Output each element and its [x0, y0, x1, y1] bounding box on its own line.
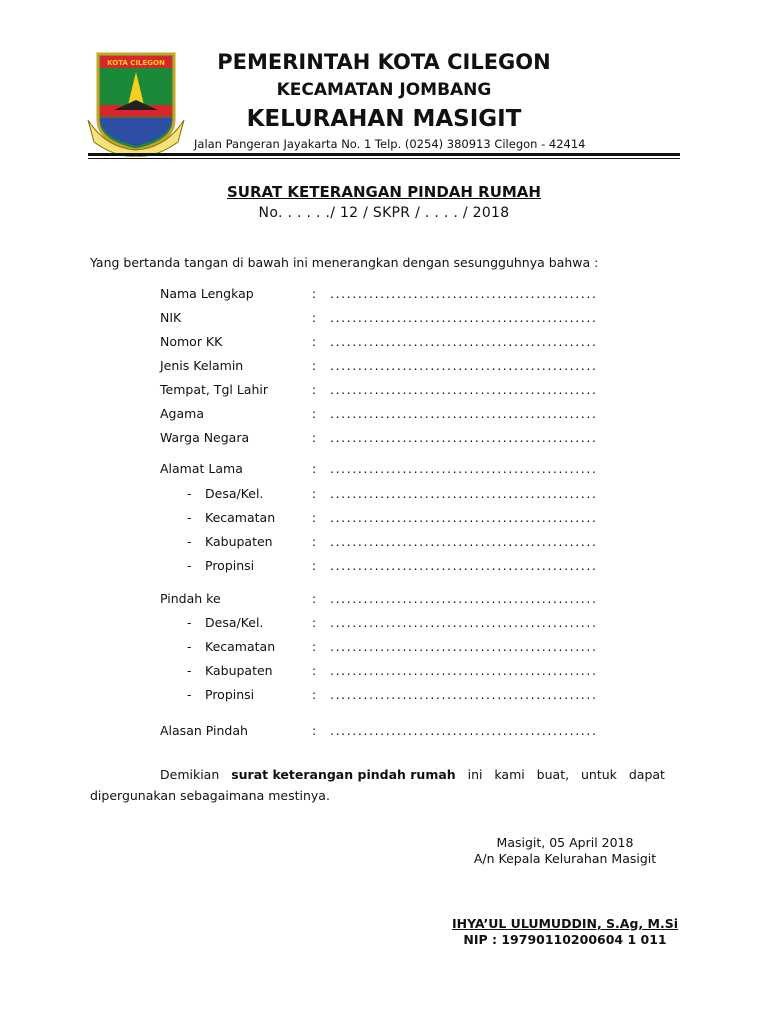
subfield-row: [0, 486, 768, 506]
colon: :: [312, 406, 317, 421]
subfield-label: Kecamatan: [205, 639, 276, 654]
field-label: Nomor KK: [160, 334, 223, 349]
closing-paragraph-line1: [160, 767, 665, 782]
closing-word: Demikian: [160, 767, 220, 782]
field-row: [0, 286, 768, 306]
colon: :: [312, 286, 317, 301]
colon: :: [312, 382, 317, 397]
colon: :: [312, 430, 317, 445]
colon: :: [312, 461, 317, 476]
field-label: NIK: [160, 310, 182, 325]
blank-line: ................................................: [330, 663, 598, 678]
subfield-row: [0, 534, 768, 554]
subfield-label: Kecamatan: [205, 510, 276, 525]
subfield-row: [0, 510, 768, 530]
closing-word: kami: [494, 767, 525, 782]
colon: :: [312, 486, 317, 501]
field-label: Pindah ke: [160, 591, 221, 606]
blank-line: ................................................: [330, 430, 598, 445]
closing-bold-phrase: surat keterangan pindah rumah: [231, 767, 456, 782]
field-label: Agama: [160, 406, 204, 421]
signatory-name: IHYA’UL ULUMUDDIN, S.Ag, M.Si: [451, 916, 679, 931]
dash: -: [187, 663, 192, 678]
colon: :: [312, 639, 317, 654]
signatory-title: A/n Kepala Kelurahan Masigit: [473, 851, 657, 866]
dash: -: [187, 558, 192, 573]
colon: :: [312, 591, 317, 606]
header-government: PEMERINTAH KOTA CILEGON: [217, 50, 551, 74]
kota-cilegon-emblem: [86, 50, 186, 158]
field-label: Tempat, Tgl Lahir: [160, 382, 268, 397]
field-label: Jenis Kelamin: [160, 358, 244, 373]
field-row: [0, 382, 768, 402]
field-row: [0, 723, 768, 743]
field-row: [0, 591, 768, 611]
subfield-row: [0, 663, 768, 683]
header-rule-thin: [88, 158, 680, 159]
blank-line: ................................................: [330, 461, 598, 476]
closing-word: dapat: [628, 767, 665, 782]
header-rule-thick: [88, 153, 680, 156]
closing-word: ini: [467, 767, 483, 782]
signatory-nip: NIP : 19790110200604 1 011: [463, 932, 667, 947]
blank-line: ................................................: [330, 558, 598, 573]
blank-line: ................................................: [330, 486, 598, 501]
subfield-label: Desa/Kel.: [205, 615, 264, 630]
closing-paragraph-line2: dipergunakan sebagaimana mestinya.: [90, 788, 330, 803]
dash: -: [187, 687, 192, 702]
field-row: [0, 334, 768, 354]
subfield-label: Desa/Kel.: [205, 486, 264, 501]
blank-line: ................................................: [330, 382, 598, 397]
field-row: [0, 406, 768, 426]
subfield-row: [0, 615, 768, 635]
dash: -: [187, 534, 192, 549]
place-date: Masigit, 05 April 2018: [496, 835, 634, 850]
colon: :: [312, 663, 317, 678]
colon: :: [312, 558, 317, 573]
field-label: Warga Negara: [160, 430, 250, 445]
dash: -: [187, 510, 192, 525]
blank-line: ................................................: [330, 534, 598, 549]
colon: :: [312, 723, 317, 738]
header-address: Jalan Pangeran Jayakarta No. 1 Telp. (0254) 380913 Cilegon - 42414: [194, 137, 586, 151]
field-row: [0, 310, 768, 330]
blank-line: ................................................: [330, 286, 598, 301]
subfield-label: Kabupaten: [205, 663, 273, 678]
logo-text: KOTA CILEGON: [107, 59, 165, 67]
field-label: Alamat Lama: [160, 461, 243, 476]
blank-line: ................................................: [330, 334, 598, 349]
letter-number: No. . . . . ./ 12 / SKPR / . . . . / 2018: [258, 205, 510, 221]
colon: :: [312, 310, 317, 325]
dash: -: [187, 615, 192, 630]
closing-word: untuk: [581, 767, 617, 782]
blank-line: ................................................: [330, 406, 598, 421]
closing-word: buat,: [536, 767, 570, 782]
subfield-label: Propinsi: [205, 558, 255, 573]
dash: -: [187, 639, 192, 654]
colon: :: [312, 334, 317, 349]
header-village: KELURAHAN MASIGIT: [246, 106, 522, 132]
blank-line: ................................................: [330, 687, 598, 702]
blank-line: ................................................: [330, 639, 598, 654]
field-label: Alasan Pindah: [160, 723, 248, 738]
dash: -: [187, 486, 192, 501]
blank-line: ................................................: [330, 591, 598, 606]
subfield-row: [0, 687, 768, 707]
intro-text: Yang bertanda tangan di bawah ini menerangkan dengan sesungguhnya bahwa :: [90, 255, 599, 270]
header-district: KECAMATAN JOMBANG: [276, 80, 492, 100]
field-row: [0, 430, 768, 450]
blank-line: ................................................: [330, 358, 598, 373]
subfield-row: [0, 639, 768, 659]
blank-line: ................................................: [330, 723, 598, 738]
colon: :: [312, 534, 317, 549]
colon: :: [312, 510, 317, 525]
subfield-row: [0, 558, 768, 578]
subfield-label: Propinsi: [205, 687, 255, 702]
colon: :: [312, 358, 317, 373]
subfield-label: Kabupaten: [205, 534, 273, 549]
field-row: [0, 461, 768, 481]
blank-line: ................................................: [330, 615, 598, 630]
blank-line: ................................................: [330, 510, 598, 525]
colon: :: [312, 687, 317, 702]
blank-line: ................................................: [330, 310, 598, 325]
field-row: [0, 358, 768, 378]
letter-title: SURAT KETERANGAN PINDAH RUMAH: [227, 183, 541, 201]
colon: :: [312, 615, 317, 630]
field-label: Nama Lengkap: [160, 286, 254, 301]
